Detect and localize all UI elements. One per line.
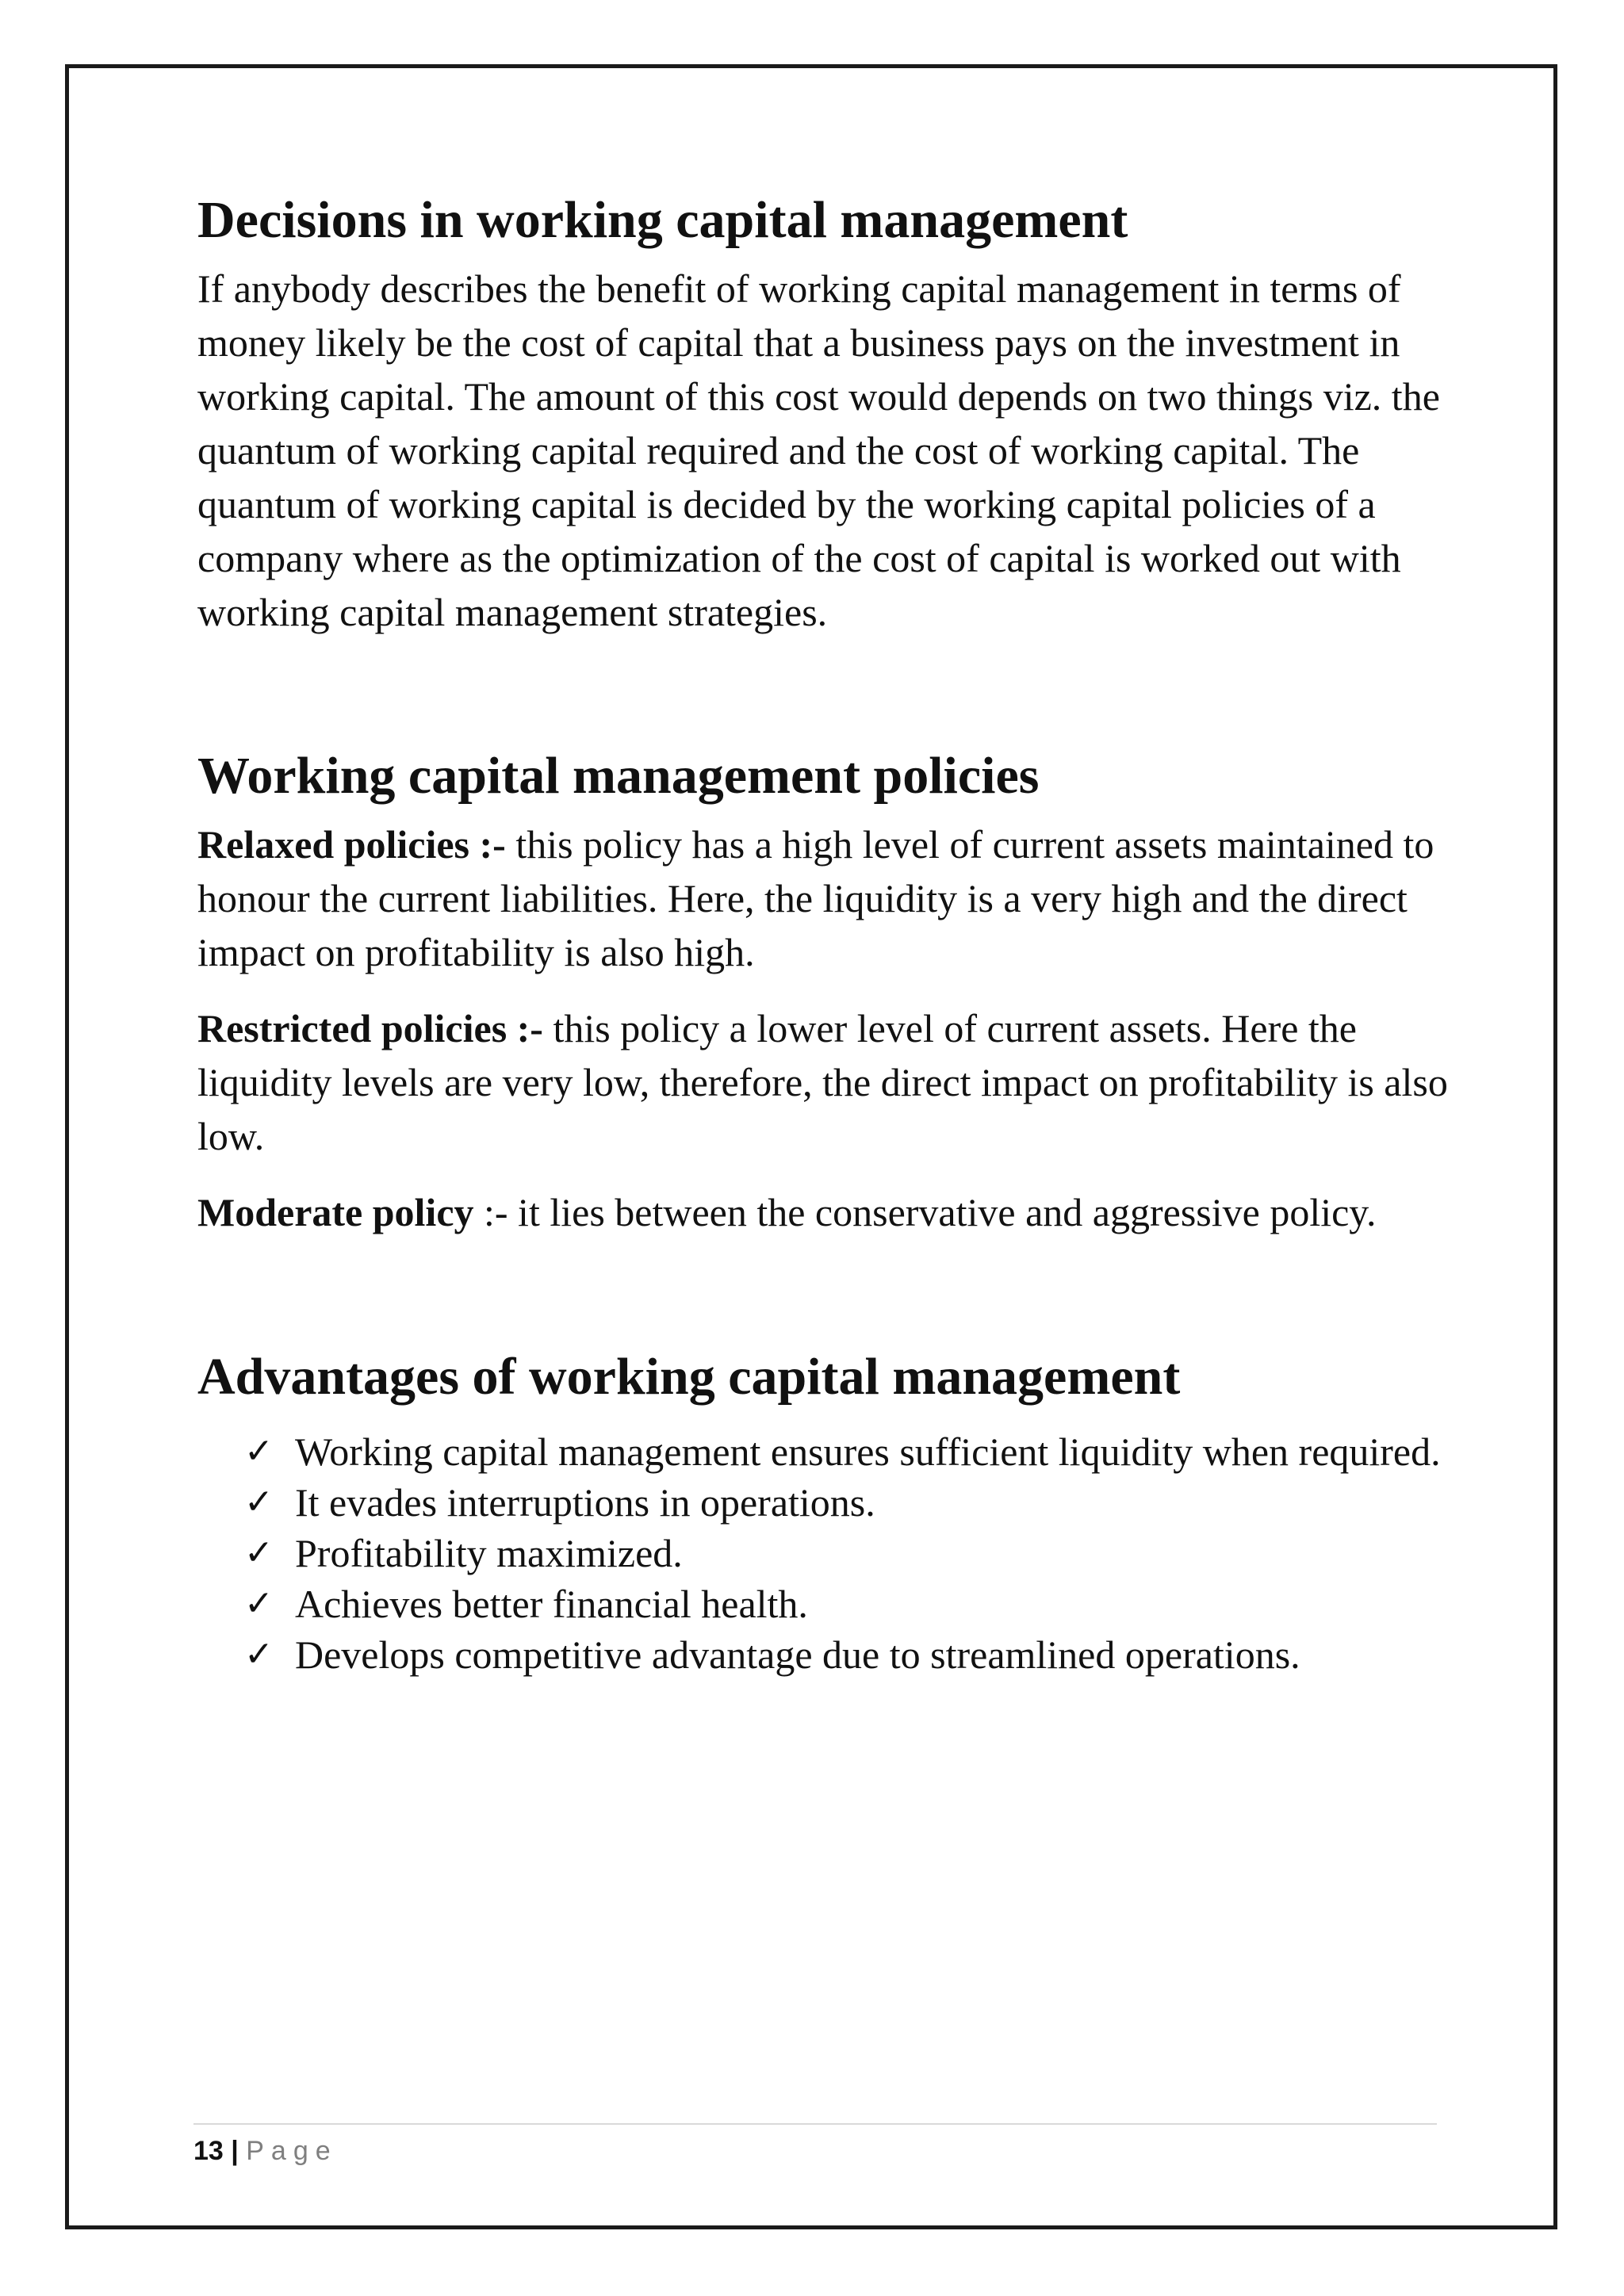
check-mark-icon: ✓ xyxy=(244,1582,274,1624)
heading-decisions: Decisions in working capital management xyxy=(197,191,1128,249)
policy-term: Moderate policy xyxy=(197,1189,474,1234)
advantage-text: Develops competitive advantage due to streamlined operations. xyxy=(295,1632,1300,1677)
page-number: 13 xyxy=(193,2136,224,2166)
page-footer xyxy=(193,2123,1437,2167)
list-item xyxy=(241,1477,1450,1528)
policy-relaxed xyxy=(197,817,1450,979)
advantage-text: It evades interruptions in operations. xyxy=(295,1479,875,1525)
list-item xyxy=(241,1528,1450,1578)
section-policies xyxy=(197,746,1450,1239)
check-mark-icon: ✓ xyxy=(244,1430,274,1471)
footer-separator: | xyxy=(231,2136,239,2166)
page-label: Page xyxy=(246,2136,338,2166)
policy-moderate xyxy=(197,1185,1450,1239)
policy-term: Relaxed policies :- xyxy=(197,821,506,867)
advantage-text: Profitability maximized. xyxy=(295,1530,683,1575)
page-content xyxy=(197,190,1450,1680)
policy-description: this policy has a high level of current assets maintained to honour the current liabilities. Here, the liquidity is a very high and the direct impact on profitability is also high. xyxy=(197,821,1434,974)
list-item xyxy=(241,1629,1450,1680)
policy-restricted xyxy=(197,1001,1450,1163)
advantage-text: Achieves better financial health. xyxy=(295,1581,808,1626)
policy-description: :- it lies between the conservative and aggressive policy. xyxy=(473,1189,1377,1234)
advantage-text: Working capital management ensures sufficient liquidity when required. xyxy=(295,1429,1441,1474)
policy-description: this policy a lower level of current assets. Here the liquidity levels are very low, therefore, the direct impact on profitability is also low. xyxy=(197,1005,1448,1158)
advantages-list xyxy=(197,1426,1450,1680)
check-mark-icon: ✓ xyxy=(244,1633,274,1674)
section-advantages xyxy=(197,1347,1450,1680)
policy-term: Restricted policies :- xyxy=(197,1005,543,1050)
check-mark-icon: ✓ xyxy=(244,1481,274,1522)
list-item xyxy=(241,1578,1450,1629)
heading-advantages: Advantages of working capital management xyxy=(197,1347,1181,1406)
list-item xyxy=(241,1426,1450,1477)
decisions-paragraph: If anybody describes the benefit of working capital management in terms of money likely be the cost of capital that a business pays on the investment in working capital. The amount of this cost would depends on two things viz. the quantum of working capital required and the cost of working capital. The quantum of working capital is decided by the working capital policies of a company where as the optimization of the cost of capital is worked out with working capital management strategies. xyxy=(197,266,1440,634)
heading-policies: Working capital management policies xyxy=(197,746,1040,805)
check-mark-icon: ✓ xyxy=(244,1532,274,1573)
section-decisions xyxy=(197,190,1450,639)
